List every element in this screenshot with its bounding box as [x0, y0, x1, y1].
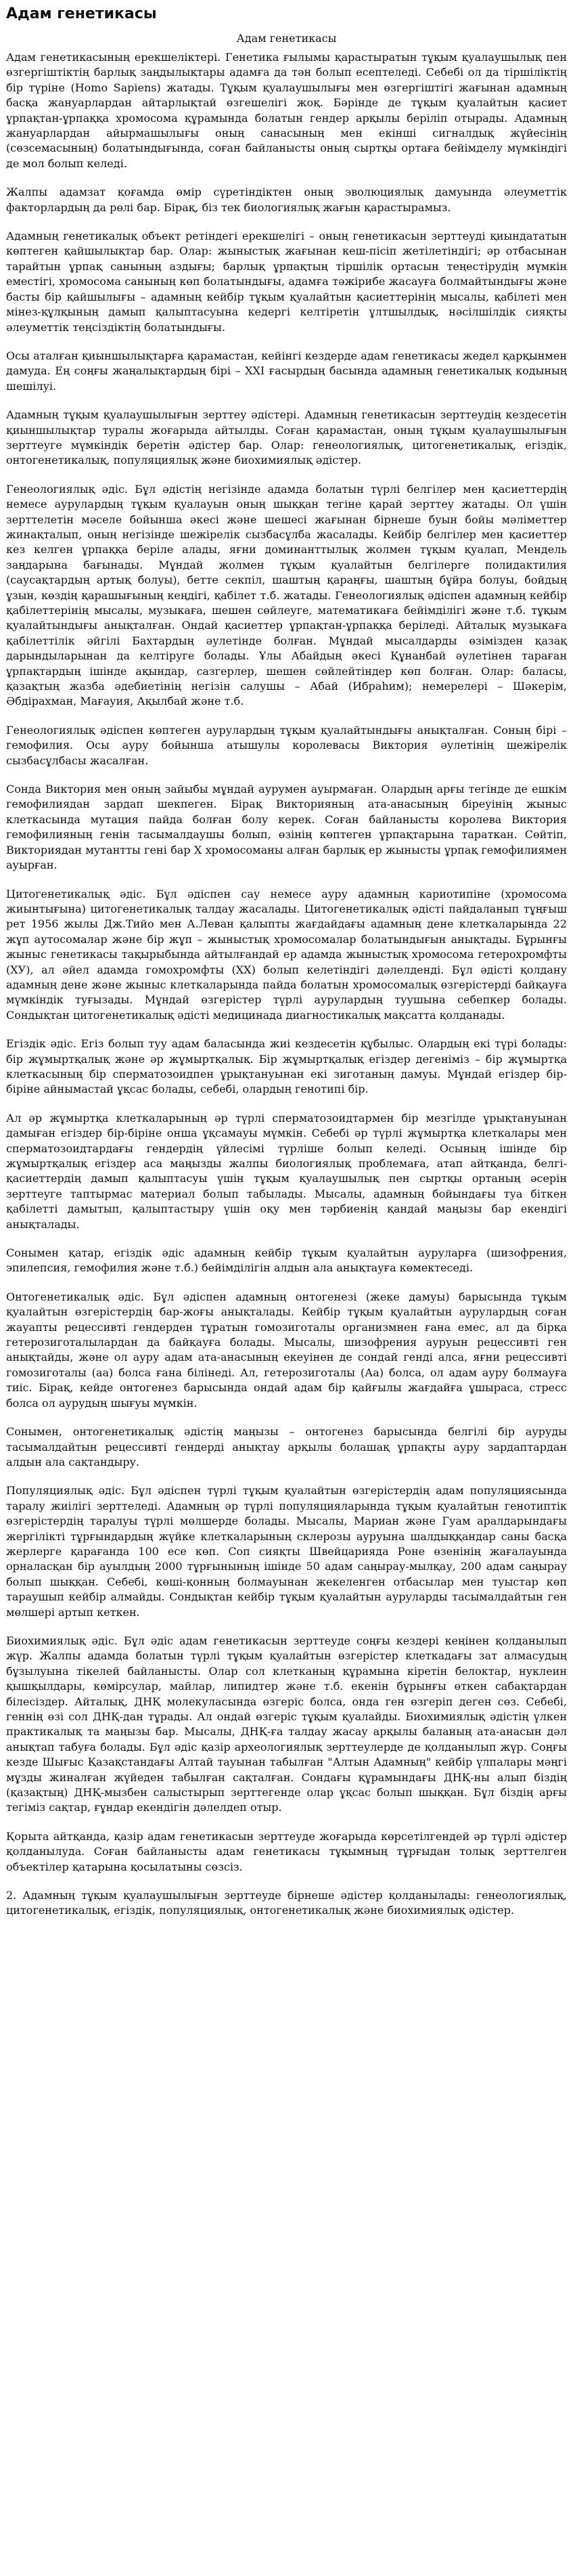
paragraph-difficulties: Адамның генетикалық объект ретіндегі ерекшелігі – оның генетикасын зерттеуді қиындататын көптеген қайшылықтар бар. Олар: жыныстық жағынан кеш-пісіп жетілетіндігі; әр отбасынан тарайтын ұрпақ санының аздығы; барлық ұрпақтың тіршілік ортасын теңестірудің мүмкін еместігі, хромосома санының көп болатындығы, адамға тәжірибе жасауға болмайтындығы және басты бір қайшылығы – адамның кейбір тұқым қуалайтын қасиеттерінің мысалы, қабілеті мен мінез-құлқының дамып қалыптасуына кедергі келтіретін ұлтшылдық, нәсілшілдік сияқты әлеуметтік теңсіздіктің болатындығы. [6, 230, 567, 334]
paragraph-ontogenetic-importance: Сонымен, онтогенетикалық әдістің маңызы – онтогенез барысында белгілі бір ауруды тасымалдайтын рецессивті гендерді анықтау арқылы болашақ ұрпақты ауру зардаптардан алдын ала сақтандыру. [6, 1425, 567, 1468]
paragraph-intro: Адам генетикасының ерекшеліктері. Генетика ғылымы қарастыратын тұқым қуалаушылық пен өзгергіштіктің барлық заңдылықтары адамға да тән болып есептеледі. Себебі ол да тіршіліктің бір түріне (Homo Sapiens) жатады. Тұқым қуалаушылығы мен өзгергіштігі жағынан адамның басқа жануарлардан айтарлықтай өзгешелігі жоқ. Бәрінде де тұқым қуалайтын қасиет ұрпақтан-ұрпаққа хромосома құрамында болатын гендер арқылы беріліп отырады. Адамның жануарлардан айырмашылығы оның санасының мен екінші сигналдық жүйесінің (сөзсемасының) болатындығында, соған байланысты оның сыртқы ортаға бейімделу мүмкіндігі де мол болып келеді. [6, 51, 567, 170]
paragraph-hemophilia: Генеологиялық әдіспен көптеген аурулардың тұқым қуалайтындығы анықталған. Соның бірі – гемофилия. Осы ауру бойынша атышулы королевасы Виктория әулетінің шежірелік сызбасұлбасы жасалған. [6, 723, 567, 767]
paragraph-social-factors: Жалпы адамзат қоғамда өмір сүретіндіктен оның эволюциялық дамуында әлеуметтік факторлардың да рөлі бар. Бірақ, біз тек биологиялық жағын қарастырамыз. [6, 185, 567, 214]
paragraph-twin-diseases: Сонымен қатар, егіздік әдіс адамның кейбір тұқым қуалайтын ауруларға (шизофрения, эпилепсия, гемофилия және т.б.) бейімділігін алдын ала анықтауға көмектеседі. [6, 1246, 567, 1275]
paragraph-victoria: Сонда Виктория мен оның зайыбы мұндай аурумен ауырмаған. Олардың арғы тегінде де ешкім гемофилиядан зардап шекпеген. Бірақ Викторияның ата-анасының біреуінің жыныс клеткасында мутация пайда болған болу керек. Соған байланысты королева Виктория гемофилияның генін тасымалдаушы болып, өзінің көптеген ұрпақтарына тараткан. Сөйтіп, Викториядан мутантты гені бар Х хромосоманы алған барлық ер жынысты ұрпақ гемофилиямен ауырған. [6, 783, 567, 872]
paragraph-conclusion: Қорыта айтқанда, қазір адам генетикасын зерттеуде жоғарыда көрсетілгендей әр түрлі әдістер қолданылуда. Соған байланысты адам генетикасы тұқымның тұрғыдан толық зерттелген объектілер қатарына қосылатыны сөзсіз. [6, 1829, 567, 1873]
paragraph-fraternal-twins: Ал әр жұмыртқа клеткаларының әр түрлі сперматозоидтармен бір мезгілде ұрықтануынан дамыған егіздер бір-біріне онша ұқсамауы мүмкін. Себебі әр түрлі жұмыртқа клеткалары мен сперматозоидтардағы гендердің үйлесімі түрліше болып келеді. Осының ішінде бір жұмыртқалық егіздер аса маңызды жалпы биологиялық проблемаға, атап айтқанда, белгі-қасиеттердің дамып қалыптасуы үшін тұқым қуалаушылық пен сыртқы ортаның әсерін зерттеуге таптырмас материал болып табылады. Мысалы, адамның бойындағы туа біткен қабілетті дамытып, қалыптастыру үшін оқу мен тәрбиенің қандай маңызы бар екендігі анықталады. [6, 1111, 567, 1231]
paragraph-cytogenetic-method: Цитогенетикалық әдіс. Бұл әдіспен сау немесе ауру адамның кариотипіне (хромосома жиынтығына) цитогенетикалық талдау жасалады. Цитогенетикалық әдісті пайдаланып тұңғыш рет 1956 жылы Дж.Тийо мен А.Леван қалыпты жағдайдағы адамның дене клеткаларында 22 жұп аутосомалар және бір жұп – жыныстық хромосомалар болатындығын анықтады. Бұрынғы жыныс генетикасы тақырыбында айтылғандай ер адамда жыныстық хромосома гетерохромфты (ХУ), ал әйел адамда гомохромфты (ХХ) болып келетіндігі дәлелденді. Бұл әдісті қолдану адамның дене және жыныс клеткаларында пайда болатын хромосомалық өзгерістерді байқауға мүмкіндік туғызады. Мұндай өзгерістер түрлі аурулардың туушына себепкер болады. Сондықтан цитогенетикалық әдісті медицинада диагностикалық мақсатта қолданады. [6, 887, 567, 1022]
page-title: Адам генетикасы [6, 5, 157, 22]
paragraph-research-methods: Адамның тұқым қуалаушылығын зерттеу әдістері. Адамның генетикасын зерттеудің кездесетін қиыншылықтар туралы жоғарыда айтылды. Соған қарамастан, оның тұқым қуалаушылығын зерттеуге мүмкіндік беретін әдістер бар. Олар: генеологиялық, цитогенетикалық, егіздік, онтогенетикалық, популяциялық және биохимиялық әдістер. [6, 408, 567, 467]
paragraph-biochemical-method: Биохимиялық әдіс. Бұл әдіс адам генетикасын зерттеуде соңғы кездері кеңінен қолданылып жүр. Жалпы адамда болатын түрлі тұқым қуалайтын өзгерістер клеткадағы зат алмасудың бұзылуына тікелей байланысты. Олар сол клетканың құрамына кіретін белоктар, нуклеин қышқылдары, көмірсулар, майлар, липидтер және т.б. екенін бұрынғы өткен сабақтардан білесіздер. Айталық, ДНҚ молекуласында өзгеріс болса, онда ген өзгеріп деген сөз. Себебі, геннің өзі сол ДНҚ-дан тұрады. Ал ондай өзгеріс тұқым қуалайды. Биохимиялық әдістің үлкен практикалық та маңызы бар. Мысалы, ДНҚ-ға талдау жасау арқылы баланың ата-анасын дәл анықтап табуға болады. Бұл әдіс қазір археологиялық зерттеулерде де қолданылып жүр. Соңғы кезде Шығыс Қазақстандағы Алтай тауынан табылған "Алтын Адамның" кейбір үлпалары мәңгі мұзды жиналған жүйеден табылған сақталған. Сондағы құрамындағы ДНҚ-ны алып біздің (қазақтың) ДНҚ-мызбен салыстырып зерттегенде олар ұқсас болып шыққан. Бұл біздің арғы тегіміз сақтар, ғұндар екендігін дәлелдеп отыр. [6, 1634, 567, 1814]
paragraph-genetic-code: Осы аталған қиыншылықтарға қарамастан, кейінгі кездерде адам генетикасы жедел қарқынмен дамуда. Ең соңғы жаңалықтардың бірі – XXI ғасырдың басында адамның генетикалық кодының шешілуі. [6, 349, 567, 393]
document-subtitle: Адам генетикасы [236, 32, 337, 45]
paragraph-genealogical-method: Генеологиялық әдіс. Бұл әдістің негізінде адамда болатын түрлі белгілер мен қасиеттердің немесе аурулардың тұқым қуалауын оның шыққан тегіне қарай зерттеу жатады. Ол үшін зерттелетін мәселе бойынша әкесі және шешесі жағынан бірнеше буын бойы мәліметтер жинақталып, оның негізінде шежірелік сызбасұлба жасалады. Кейбір белгілер мен қасиеттер кез келген ұрпаққа беріле алады, яғни доминанттылық жолмен тұқым қуалап, Мендель заңдарына бағынады. Мұндай жолмен тұқым қуалайтын белгілерге полидактилия (саусақтардың артық болуы), бетте секпіл, шаштың қараңғы, шаштың бұйра болуы, бойдың ұзын, көздің қарашығының кеңдігі, қабілет т.б. жатады. Генеологиялық әдіспен адамның кейбір қабілеттерінің мысалы, музыкаға, шешен сөйлеуге, математикаға бейімділігі және т.б. тұқым қуалайтындығы анықталған. Ондай қасиеттер ұрпақтан-ұрпаққа беріледі. Айталық музыкаға қабілеттілік әйгілі Бахтардың әулетінде болған. Мұндай мысалдарды өзімізден қазақ дарындыларынан да келтіруге болады. Ұлы Абайдың әкесі Құнанбай әулетінен тараған ұрпақтардың ішінде ақындар, сазгерлер, шешен сөйлейтіндер көп болған. Олар: баласы, қазақтың жазба әдебиетінің негізін салушы – Абай (Ибраһим); немерелері – Шәкерім, Әбдірахман, Мағауия, Ақылбай және т.б. [6, 482, 567, 708]
paragraph-summary: 2. Адамның тұқым қуалаушылығын зерттеуде бірнеше әдістер қолданылады: генеологиялық, цитогенетикалық, егіздік, популяциялық, онтогенетикалық және биохимиялық әдістер. [6, 1889, 567, 1917]
paragraph-twin-method: Егіздік әдіс. Егіз болып туу адам баласында жиі кездесетін құбылыс. Олардың екі түрі болады: бір жұмыртқалық және әр жұмыртқалық. Бір жұмыртқалық егіздер дегеніміз – бір жұмыртқа клеткасының бір сперматозоидпен ұрықтануынан екі зиготаның дамуы. Мұндай егіздер бір-біріне айнымастай ұқсас болады, себебі, олардың генотипі бір. [6, 1037, 567, 1096]
paragraph-ontogenetic-method: Онтогенетикалық әдіс. Бұл әдіспен адамның онтогенезі (жеке дамуы) барысында тұқым қуалайтын өзгерістердің бар-жоғы анықталады. Кейбір тұқым қуалайтын аурулардың соған жауапты рецессивті гендерден тұратын гомозиготалы организмнен ғана емес, ал да бірқа гетерозиготалылардан да байқауға болады. Мысалы, шизофрения ауруын рецессивті ген анықтайды, және ол ауру адам ата-анасының екеуінен де сондай генді алса, яғни рецессивті гомозиготалы (аа) болса ғана білінеді. Ал, гетерозиготалы (Аа) болса, ол адам ауру болмауға тиіс. Бірақ, кейде онтогенез барысында ондай адам бір қайғылы жағдайға ұшыраса, стресс болса ол аурудың шығуы мүмкін. [6, 1290, 567, 1410]
paragraph-population-method: Популяциялық әдіс. Бұл әдіспен түрлі тұқым қуалайтын өзгерістердің адам популяциясында таралу жиілігі зерттеледі. Адамның әр түрлі популяцияларында тұқым қуалайтын генотиптік өзгерістердің таралуы түрлі мөлшерде болады. Мысалы, Мариан және Гуам аралдарындағы жергілікті тұрғындардың жүйке клеткаларының склерозы ауруына шалдыққандар саны басқа жерлерге қарағанда 100 есе көп. Соп сияқты Швейцарияда Роне өзенінің жағалауында орналасқан бір ауылдың 2000 тұрғынының ішінде 50 адам саңырау-мылқау, 200 адам саңырау болып шыққан. Себебі, көші-қонның болмауынан жекеленген отбасылар мен туыстар көп тараушып кейбір алмайды. Сондықтан кейбір тұқым қуалайтын ауруларды тасымалдайтын ген мөлшері артып кеткен. [6, 1484, 567, 1619]
